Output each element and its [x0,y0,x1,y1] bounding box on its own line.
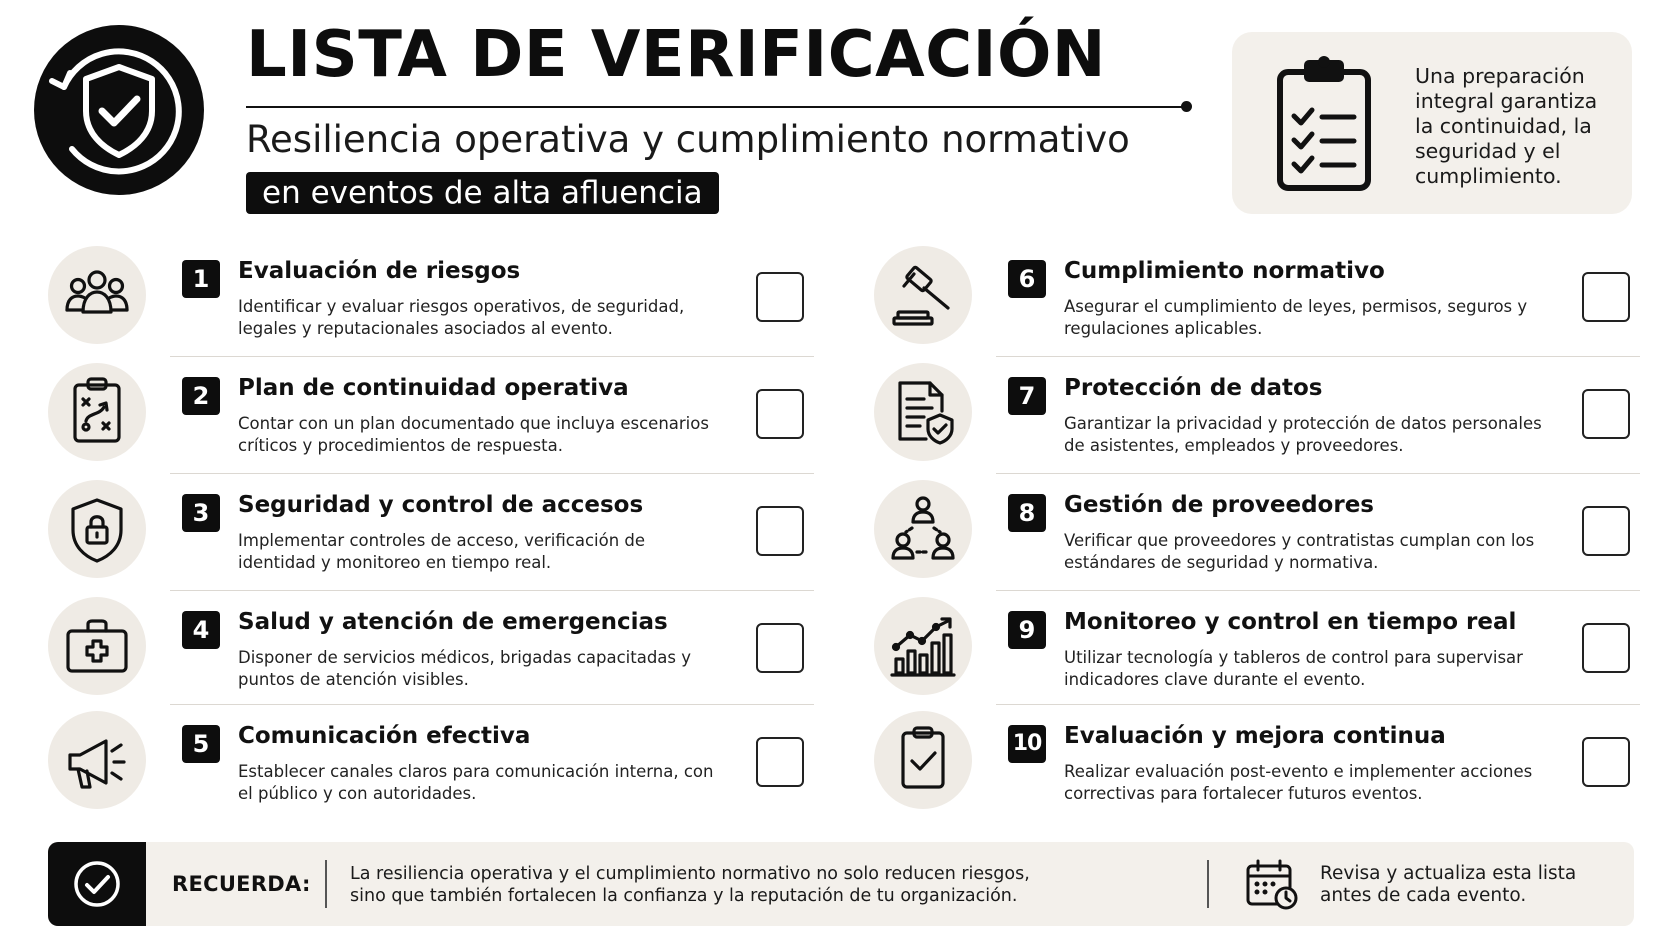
first-aid-kit-icon [48,597,146,695]
gavel-icon [874,246,972,344]
item-checkbox[interactable] [1582,737,1630,787]
item-number: 6 [1008,260,1046,298]
footer-divider [1207,860,1209,908]
people-group-icon [48,246,146,344]
calendar-clock-icon [1244,858,1300,916]
checklist-item [44,357,814,474]
page-title: LISTA DE VERIFICACIÓN [246,18,1106,92]
item-checkbox[interactable] [1582,623,1630,673]
item-checkbox[interactable] [1582,506,1630,556]
checklist-item [44,591,814,705]
reminder-tip: Revisa y actualiza esta lista antes de cada evento. [1320,863,1577,906]
title-divider [246,106,1186,108]
reminder-footer [48,842,1634,926]
check-circle-icon [48,842,146,926]
checklist-item [870,705,1640,822]
item-title: Salud y atención de emergencias [238,609,668,635]
item-description: Realizar evaluación post-evento e implementer acciones correctivas para fortalecer futuros eventos. [1064,762,1533,803]
item-number: 4 [182,611,220,649]
item-description: Garantizar la privacidad y protección de datos personales de asistentes, empleados y proveedores. [1064,414,1542,455]
item-title: Plan de continuidad operativa [238,375,629,401]
bar-chart-trend-icon [874,597,972,695]
item-checkbox[interactable] [756,506,804,556]
item-checkbox[interactable] [756,623,804,673]
item-description: Establecer canales claros para comunicación interna, con el público y con autoridades. [238,762,714,803]
checklist-item [870,474,1640,591]
item-checkbox[interactable] [756,272,804,322]
intro-card [1232,32,1632,214]
clipboard-check-icon [874,711,972,809]
subtitle-highlight: en eventos de alta afluencia [246,172,719,214]
item-number: 5 [182,725,220,763]
item-checkbox[interactable] [756,737,804,787]
item-description: Asegurar el cumplimiento de leyes, permisos, seguros y regulaciones aplicables. [1064,297,1528,338]
item-description: Identificar y evaluar riesgos operativos, de seguridad, legales y reputacionales asociados al evento. [238,297,685,338]
item-number: 9 [1008,611,1046,649]
item-title: Seguridad y control de accesos [238,492,644,518]
item-title: Gestión de proveedores [1064,492,1374,518]
item-checkbox[interactable] [756,389,804,439]
item-description: Verificar que proveedores y contratistas cumplan con los estándares de seguridad y normativa. [1064,531,1535,572]
checklist-item [44,474,814,591]
reminder-message: La resiliencia operativa y el cumplimiento normativo no solo reducen riesgos, sino que también fortalecen la confianza y la reputación de tu organización. [350,864,1030,906]
item-title: Protección de datos [1064,375,1323,401]
reminder-label: RECUERDA: [172,872,311,896]
checklist-item [870,591,1640,705]
item-description: Contar con un plan documentado que incluya escenarios críticos y procedimientos de respuesta. [238,414,709,455]
item-number: 7 [1008,377,1046,415]
item-number: 10 [1008,725,1046,763]
intro-text: Una preparación integral garantiza la continuidad, la seguridad y el cumplimiento. [1415,64,1598,188]
item-checkbox[interactable] [1582,389,1630,439]
shield-lock-icon [48,480,146,578]
item-title: Cumplimiento normativo [1064,258,1385,284]
strategy-clipboard-icon [48,363,146,461]
item-number: 2 [182,377,220,415]
item-title: Evaluación de riesgos [238,258,521,284]
clipboard-checklist-icon [1272,54,1382,198]
item-title: Comunicación efectiva [238,723,531,749]
title-divider-dot [1181,101,1192,112]
item-number: 8 [1008,494,1046,532]
item-number: 3 [182,494,220,532]
checklist-item [870,240,1640,357]
network-people-icon [874,480,972,578]
item-description: Utilizar tecnología y tableros de control para supervisar indicadores clave durante el evento. [1064,648,1523,689]
shield-check-icon [34,25,204,195]
checklist-column-right [870,240,1640,822]
item-title: Monitoreo y control en tiempo real [1064,609,1517,635]
item-checkbox[interactable] [1582,272,1630,322]
item-number: 1 [182,260,220,298]
footer-divider [325,860,327,908]
item-description: Implementar controles de acceso, verificación de identidad y monitoreo en tiempo real. [238,531,646,572]
checklist-item [870,357,1640,474]
checklist-item [44,705,814,822]
page-subtitle: Resiliencia operativa y cumplimiento normativo [246,118,1130,161]
document-shield-icon [874,363,972,461]
checklist-item [44,240,814,357]
item-description: Disponer de servicios médicos, brigadas capacitadas y puntos de atención visibles. [238,648,692,689]
item-title: Evaluación y mejora continua [1064,723,1446,749]
megaphone-icon [48,711,146,809]
checklist-column-left [44,240,814,822]
